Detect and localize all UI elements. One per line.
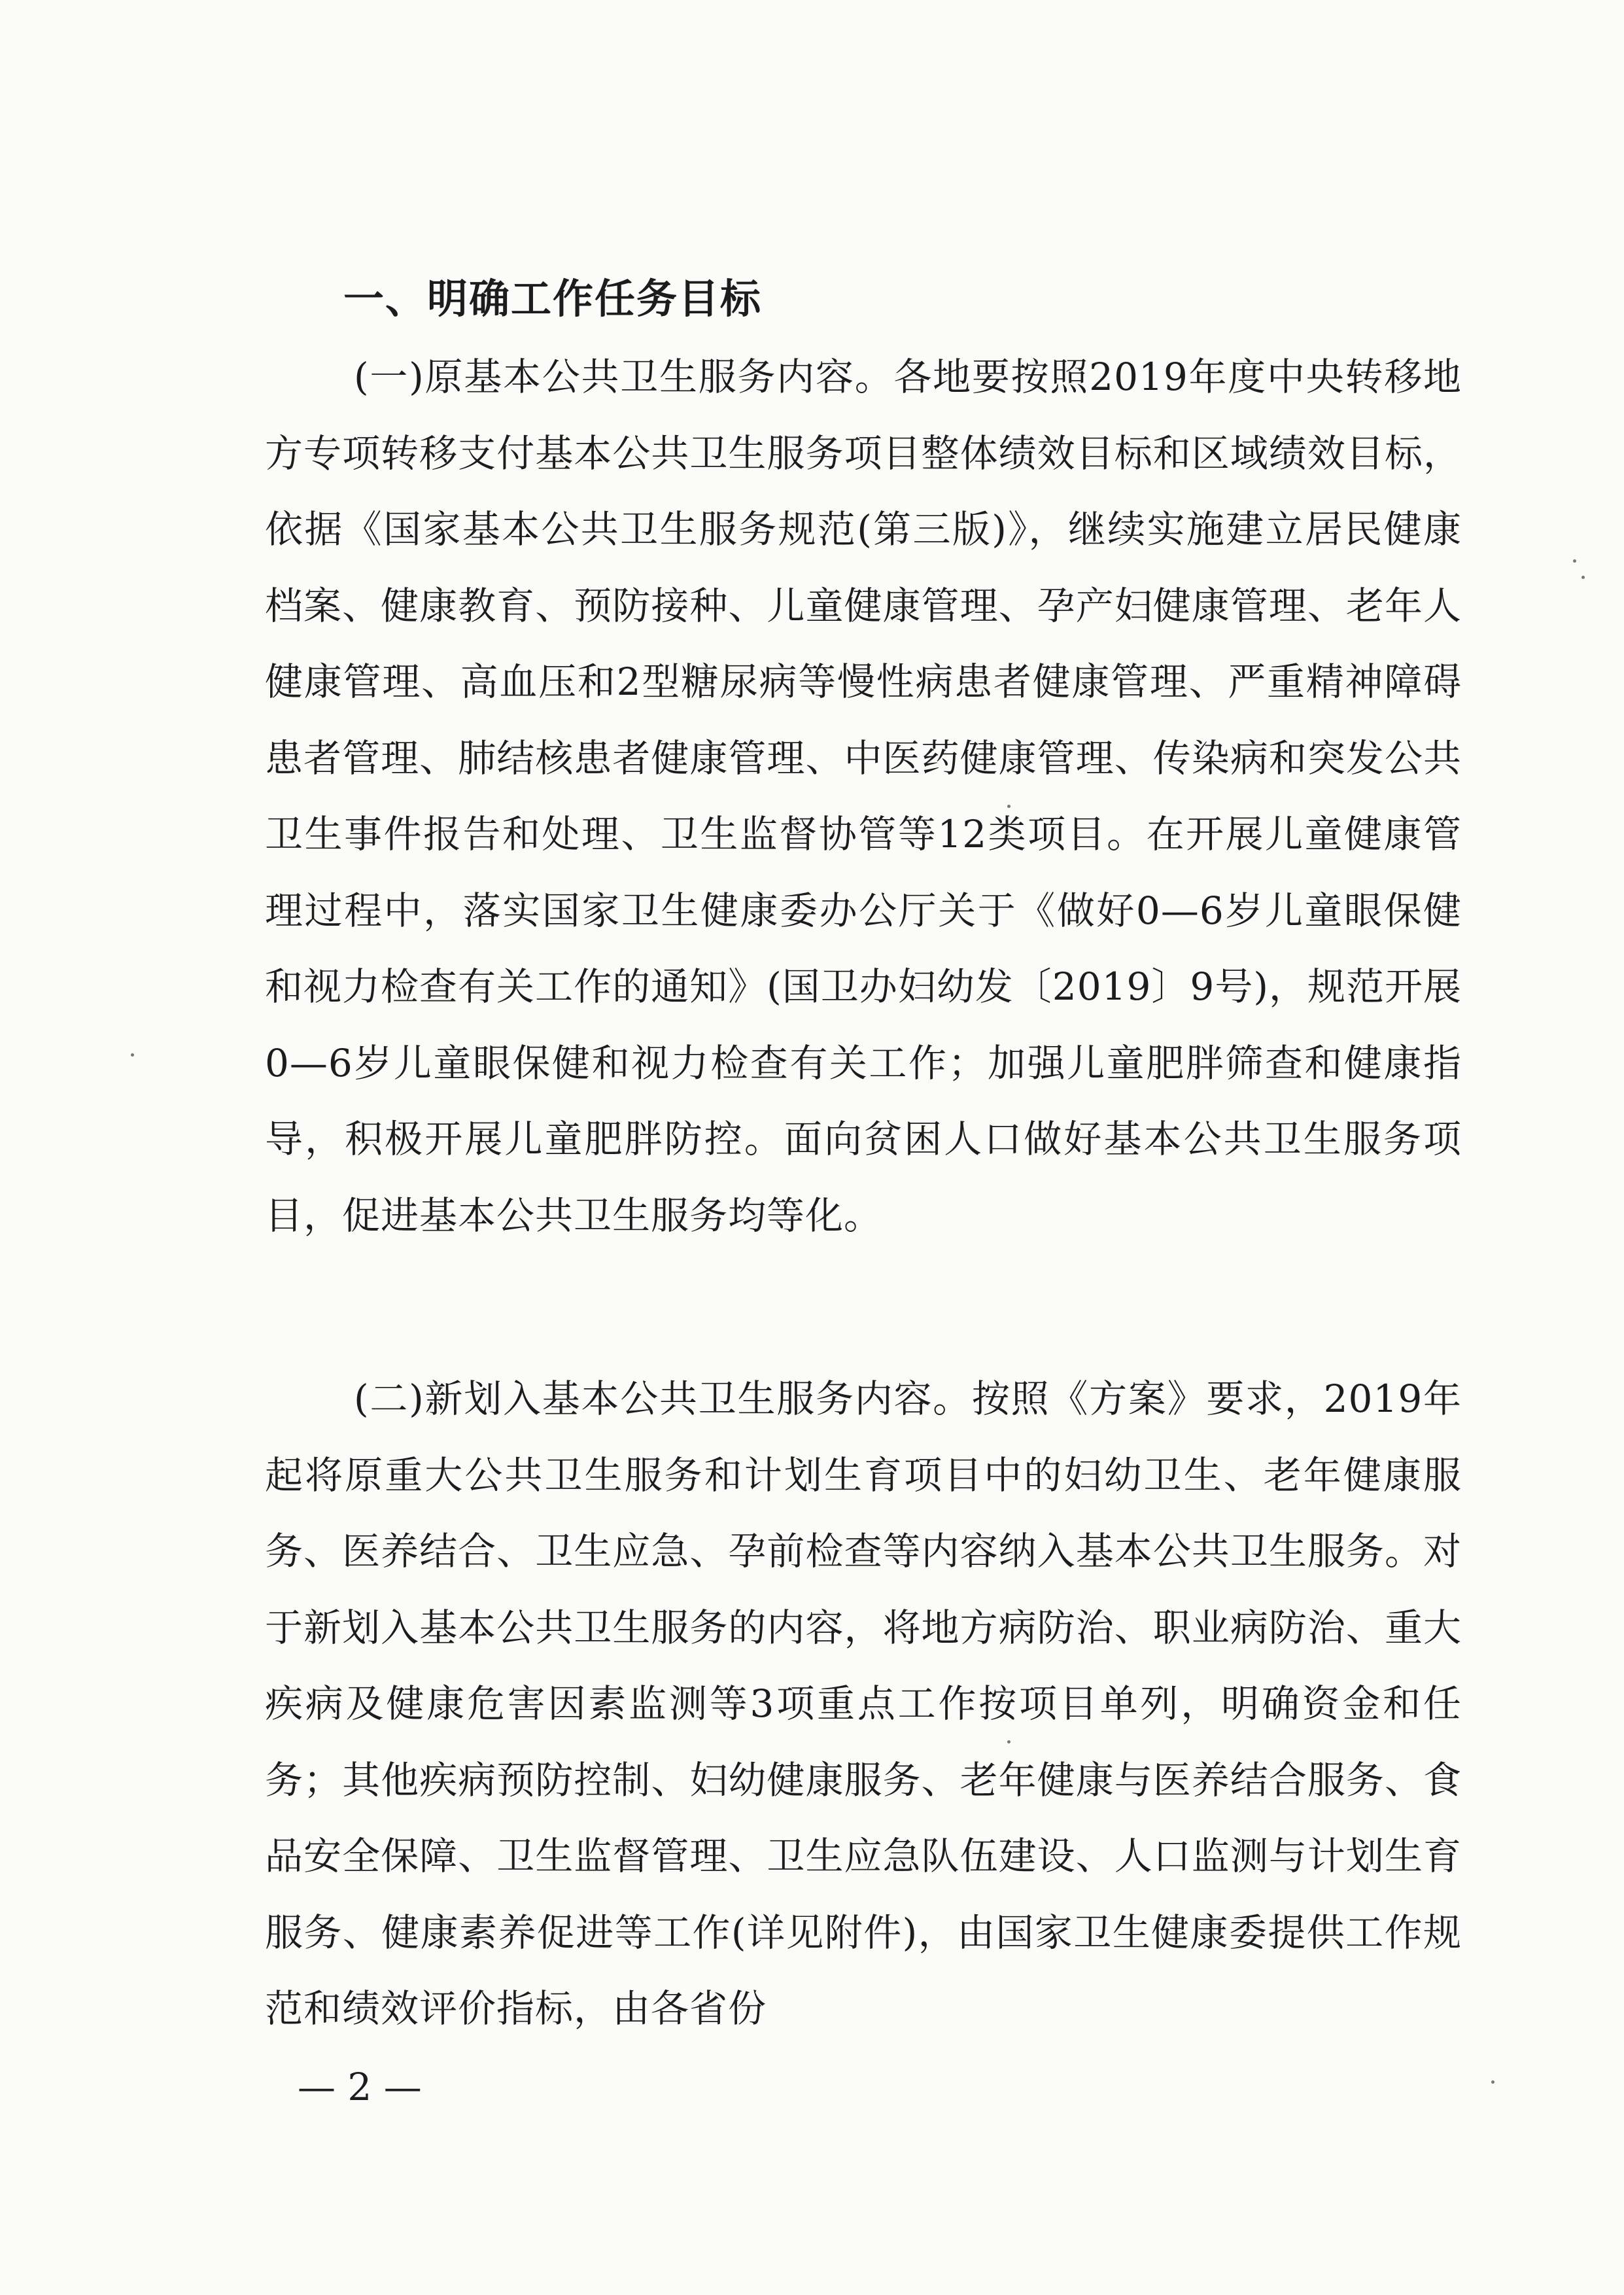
scan-speck: [1573, 559, 1576, 563]
section-heading: 一、明确工作任务目标: [343, 275, 763, 323]
scan-speck: [131, 1053, 134, 1057]
page-number: — 2 —: [298, 2065, 422, 2109]
paragraph-new-services: (二)新划入基本公共卫生服务内容。按照《方案》要求，2019年起将原重大公共卫生服务和计划生育项目中的妇幼卫生、老年健康服务、医养结合、卫生应急、孕前检查等内容纳入基本公共卫生服务。对于新划入基本公共卫生服务的内容，将地方病防治、职业病防治、重大疾病及健康危害因素监测等3项重点工作按项目单列，明确资金和任务；其他疾病预防控制、妇幼健康服务、老年健康与医养结合服务、食品安全保障、卫生监督管理、卫生应急队伍建设、人口监测与计划生育服务、健康素养促进等工作(详见附件)，由国家卫生健康委提供工作规范和绩效评价指标，由各省份: [265, 1376, 1462, 2031]
scan-speck: [1491, 2080, 1494, 2084]
scan-speck: [1581, 576, 1585, 579]
scan-speck: [1007, 1740, 1011, 1743]
scan-speck: [1007, 805, 1011, 808]
paragraph-original-services: (一)原基本公共卫生服务内容。各地要按照2019年度中央转移地方专项转移支付基本公共卫生服务项目整体绩效目标和区域绩效目标，依据《国家基本公共卫生服务规范(第三版)》，继续实施建立居民健康档案、健康教育、预防接种、儿童健康管理、孕产妇健康管理、老年人健康管理、高血压和2型糖尿病等慢性病患者健康管理、严重精神障碍患者管理、肺结核患者健康管理、中医药健康管理、传染病和突发公共卫生事件报告和处理、卫生监督协管等12类项目。在开展儿童健康管理过程中，落实国家卫生健康委办公厅关于《做好0—6岁儿童眼保健和视力检查有关工作的通知》(国卫办妇幼发〔2019〕9号)，规范开展0—6岁儿童眼保健和视力检查有关工作；加强儿童肥胖筛查和健康指导，积极开展儿童肥胖防控。面向贫困人口做好基本公共卫生服务项目，促进基本公共卫生服务均等化。: [265, 355, 1462, 1238]
